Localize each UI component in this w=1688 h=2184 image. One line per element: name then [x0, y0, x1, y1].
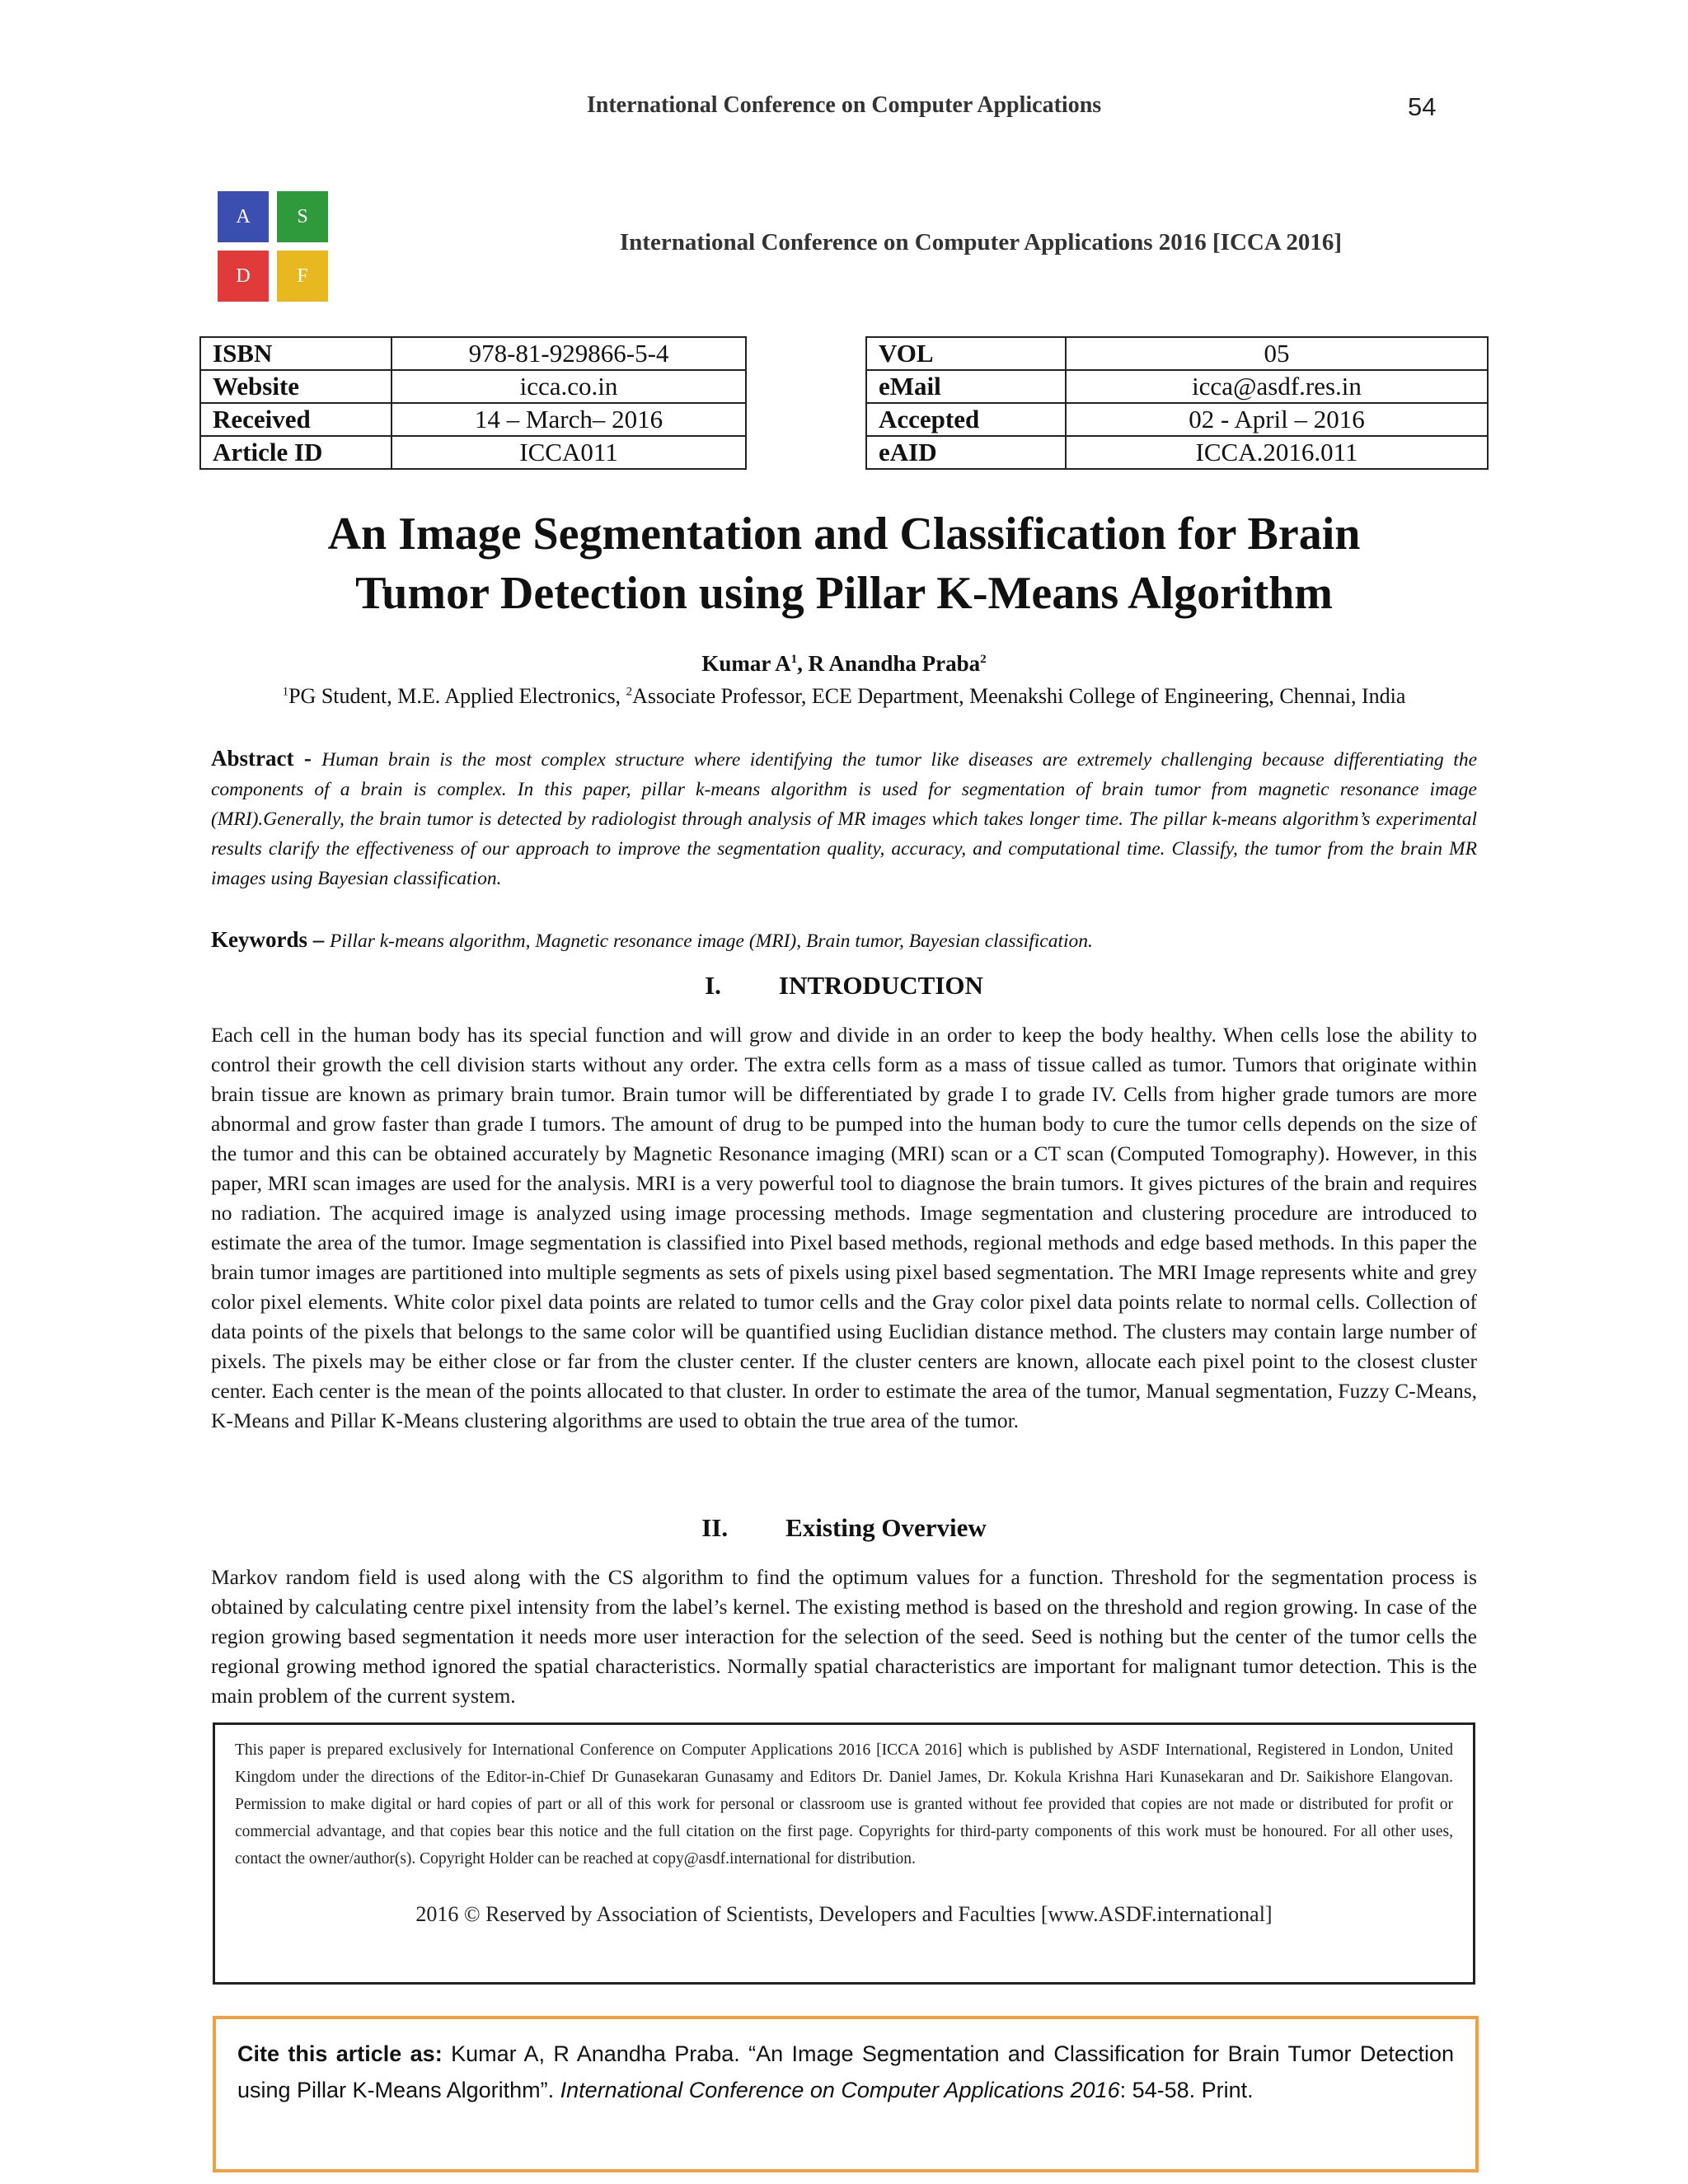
- meta-key: Article ID: [200, 436, 392, 469]
- cite-box: [213, 2016, 1479, 2172]
- meta-table-left: [199, 336, 747, 470]
- table-row: [200, 436, 746, 469]
- abstract: [211, 743, 1477, 893]
- table-row: [866, 403, 1488, 436]
- meta-value: ICCA011: [392, 436, 746, 469]
- table-row: [200, 370, 746, 403]
- logo-tile-a: A: [218, 191, 269, 242]
- meta-value: icca@asdf.res.in: [1066, 370, 1488, 403]
- section-number: II.: [701, 1513, 729, 1542]
- affil-text: PG Student, M.E. Applied Electronics,: [288, 684, 626, 708]
- affil-sup: 2: [626, 685, 633, 699]
- table-row: [200, 337, 746, 370]
- keywords: [211, 925, 1477, 956]
- meta-value: 14 – March– 2016: [392, 403, 746, 436]
- section-heading-introduction: [0, 971, 1688, 1001]
- meta-value: 02 - April – 2016: [1066, 403, 1488, 436]
- author-separator: ,: [797, 651, 809, 676]
- cite-text: Kumar A, R Anandha Praba. “An Image Segmentation and Classification for Brain Tumor Detection using Pillar K-Means Algorithm”.: [237, 2041, 1454, 2102]
- meta-key: Accepted: [866, 403, 1066, 436]
- meta-value: ICCA.2016.011: [1066, 436, 1488, 469]
- affil-sup: 1: [282, 685, 289, 699]
- title-line: Tumor Detection using Pillar K-Means Algorithm: [355, 568, 1333, 619]
- meta-key: eMail: [866, 370, 1066, 403]
- abstract-label: Abstract -: [211, 746, 322, 771]
- meta-key: VOL: [866, 337, 1066, 370]
- meta-value: icca.co.in: [392, 370, 746, 403]
- authors: [0, 651, 1688, 677]
- keywords-label: Keywords –: [211, 927, 330, 952]
- keywords-text: Pillar k-means algorithm, Magnetic resonance image (MRI), Brain tumor, Bayesian classification.: [330, 930, 1093, 952]
- paper-title: [0, 504, 1688, 623]
- logo-tile-f: F: [277, 251, 328, 302]
- section-title: Existing Overview: [785, 1513, 987, 1542]
- running-head: International Conference on Computer Applications: [586, 92, 1102, 118]
- author-sup: 1: [790, 653, 798, 666]
- introduction-paragraph: Each cell in the human body has its special function and will grow and divide in an order to keep the body healthy. When cells lose the ability to control their growth the cell division starts without any order. The extra cells form as a mass of tissue called as tumor. Tumors that originate within brain tissue are known as primary brain tumor. Brain tumor will be differentiated by grade I to grade IV. Cells from higher grade tumors are more abnormal and grow faster than grade I tumors. The amount of drug to be pumped into the human body to cure the tumor cells depends on the size of the tumor and this can be obtained accurately by Magnetic Resonance imaging (MRI) scan or a CT scan (Computed Tomography). However, in this paper, MRI scan images are used for the analysis. MRI is a very powerful tool to diagnose the brain tumors. It gives pictures of the brain and requires no radiation. The acquired image is analyzed using image processing methods. Image segmentation and clustering procedure are introduced to estimate the area of the tumor. Image segmentation is classified into Pixel based methods, regional methods and edge based methods. In this paper the brain tumor images are partitioned into multiple segments as sets of pixels using pixel based segmentation. The MRI Image represents white and grey color pixel elements. White color pixel data points are related to tumor cells and the Gray color pixel data points relate to normal cells. Collection of data points of the pixels that belongs to the same color will be quantified using Euclidian distance method. The clusters may contain large number of pixels. The pixels may be either close or far from the cluster center. If the cluster centers are known, allocate each pixel point to the closest cluster center. Each center is the mean of the points allocated to that cluster. In order to estimate the area of the tumor, Manual segmentation, Fuzzy C-Means, K-Means and Pillar K-Means clustering algorithms are used to obtain the true area of the tumor.: [211, 1023, 1477, 1432]
- affiliation: [0, 684, 1688, 709]
- section-title: INTRODUCTION: [778, 971, 983, 1000]
- title-line: An Image Segmentation and Classification for Brain: [327, 509, 1361, 560]
- asdf-logo: [218, 191, 328, 302]
- section-heading-existing-overview: [0, 1513, 1688, 1543]
- logo-tile-s: S: [277, 191, 328, 242]
- meta-value: 05: [1066, 337, 1488, 370]
- meta-key: Website: [200, 370, 392, 403]
- meta-value: 978-81-929866-5-4: [392, 337, 746, 370]
- logo-tile-d: D: [218, 251, 269, 302]
- cite-label: Cite this article as:: [237, 2041, 452, 2066]
- section-number: I.: [705, 971, 721, 1000]
- table-row: [866, 370, 1488, 403]
- meta-key: ISBN: [200, 337, 392, 370]
- table-row: [866, 436, 1488, 469]
- abstract-text: Human brain is the most complex structure where identifying the tumor like diseases are extremely challenging because differentiating the components of a brain is complex. In this paper, pillar k-means algorithm is used for segmentation of brain tumor from magnetic resonance image (MRI).Generally, the brain tumor is detected by radiologist through analysis of MR images which takes longer time. The pillar k-means algorithm’s experimental results clarify the effectiveness of our approach to improve the segmentation quality, accuracy, and computational time. Classify, the tumor from the brain MR images using Bayesian classification.: [211, 749, 1477, 889]
- affil-text: Associate Professor, ECE Department, Meenakshi College of Engineering, Chennai, India: [632, 684, 1406, 708]
- author-name: Kumar A: [701, 651, 791, 676]
- notice-text: This paper is prepared exclusively for International Conference on Computer Applications 2016 [ICCA 2016] which is published by ASDF International, Registered in London, United Kingdom under the directions of the Editor-in-Chief Dr Gunasekaran Gunasamy and Editors Dr. Daniel James, Dr. Kokula Krishna Hari Kunasekaran and Dr. Saikishore Elangovan. Permission to make digital or hard copies of part or all of this work for personal or classroom use is granted without fee provided that copies are not made or distributed for profit or commercial advantage, and that copies bear this notice and the full citation on the first page. Copyrights for third-party components of this work must be honoured. For all other uses, contact the owner/author(s). Copyright Holder can be reached at copy@asdf.international for distribution.: [235, 1741, 1453, 1868]
- copyright-notice-box: [213, 1722, 1475, 1985]
- conference-line: International Conference on Computer Applications 2016 [ICCA 2016]: [619, 229, 1343, 255]
- author-sup: 2: [980, 653, 987, 666]
- cite-journal: International Conference on Computer Applications 2016: [560, 2078, 1120, 2102]
- table-row: [200, 403, 746, 436]
- existing-overview-paragraph: Markov random field is used along with the CS algorithm to find the optimum values for a function. Threshold for the segmentation process is obtained by calculating centre pixel intensity from the label’s kernel. The existing method is based on the threshold and region growing. In case of the region growing based segmentation it needs more user interaction for the selection of the seed. Seed is nothing but the center of the tumor cells the regional growing method ignored the spatial characteristics. Normally spatial characteristics are important for malignant tumor detection. This is the main problem of the current system.: [211, 1565, 1477, 1708]
- table-row: [866, 337, 1488, 370]
- meta-table-right: [865, 336, 1489, 470]
- meta-key: Received: [200, 403, 392, 436]
- page-number: 54: [1408, 92, 1437, 121]
- copyright-line: 2016 © Reserved by Association of Scientists, Developers and Faculties [www.ASDF.international]: [415, 1902, 1273, 1926]
- author-name: R Anandha Praba: [808, 651, 981, 676]
- meta-key: eAID: [866, 436, 1066, 469]
- cite-pages: : 54-58. Print.: [1119, 2078, 1254, 2102]
